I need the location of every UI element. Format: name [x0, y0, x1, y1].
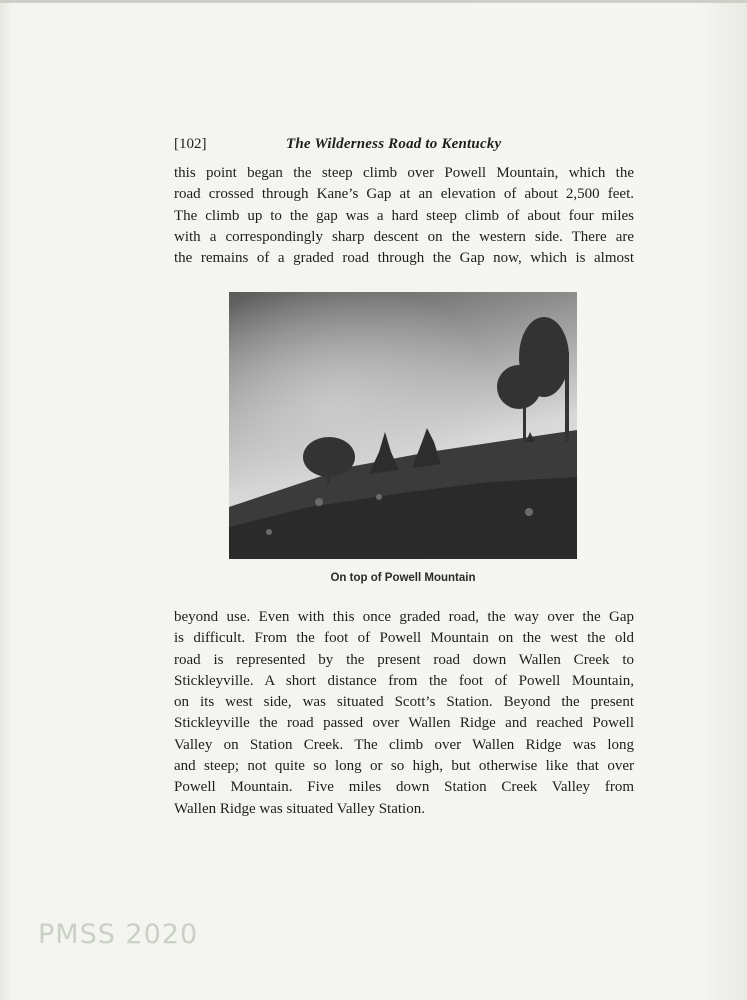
photo-powell-mountain [229, 292, 577, 559]
text-line: road is represented by the present road down Wallen Creek to [174, 651, 634, 668]
page-edge [0, 0, 747, 3]
paragraph-2 [174, 607, 634, 820]
text-line: with a correspondingly sharp descent on the western side. There are [174, 228, 634, 245]
text-line: Powell Mountain. Five miles down Station Creek Valley from [174, 779, 634, 796]
text-line: The climb up to the gap was a hard steep climb of about four miles [174, 207, 634, 224]
text-line: beyond use. Even with this once graded road, the way over the Gap [174, 609, 634, 625]
figure-caption: On top of Powell Mountain [330, 572, 476, 584]
text-line: is difficult. From the foot of Powell Mountain on the west the old [174, 630, 634, 647]
page-number: [102] [174, 136, 207, 152]
text-line: Stickleyville. A short distance from the foot of Powell Mountain, [174, 672, 634, 689]
paragraph-1 [174, 163, 634, 269]
text-line: and steep; not quite so long or so high, but otherwise like that over [174, 758, 634, 775]
watermark: PMSS 2020 [38, 919, 199, 950]
text-line: this point began the steep climb over Powell Mountain, which the [174, 165, 634, 181]
text-line: the remains of a graded road through the Gap now, which is almost [174, 250, 634, 267]
text-line: Stickleyville the road passed over Wallen Ridge and reached Powell [174, 715, 634, 732]
text-line: road crossed through Kane’s Gap at an elevation of about 2,500 feet. [174, 186, 634, 203]
text-line: Valley on Station Creek. The climb over Wallen Ridge was long [174, 736, 634, 753]
page-header [174, 136, 634, 156]
running-title: The Wilderness Road to Kentucky [286, 136, 502, 152]
text-line: Wallen Ridge was situated Valley Station. [174, 800, 425, 817]
text-line: on its west side, was situated Scott’s Station. Beyond the present [174, 694, 634, 711]
